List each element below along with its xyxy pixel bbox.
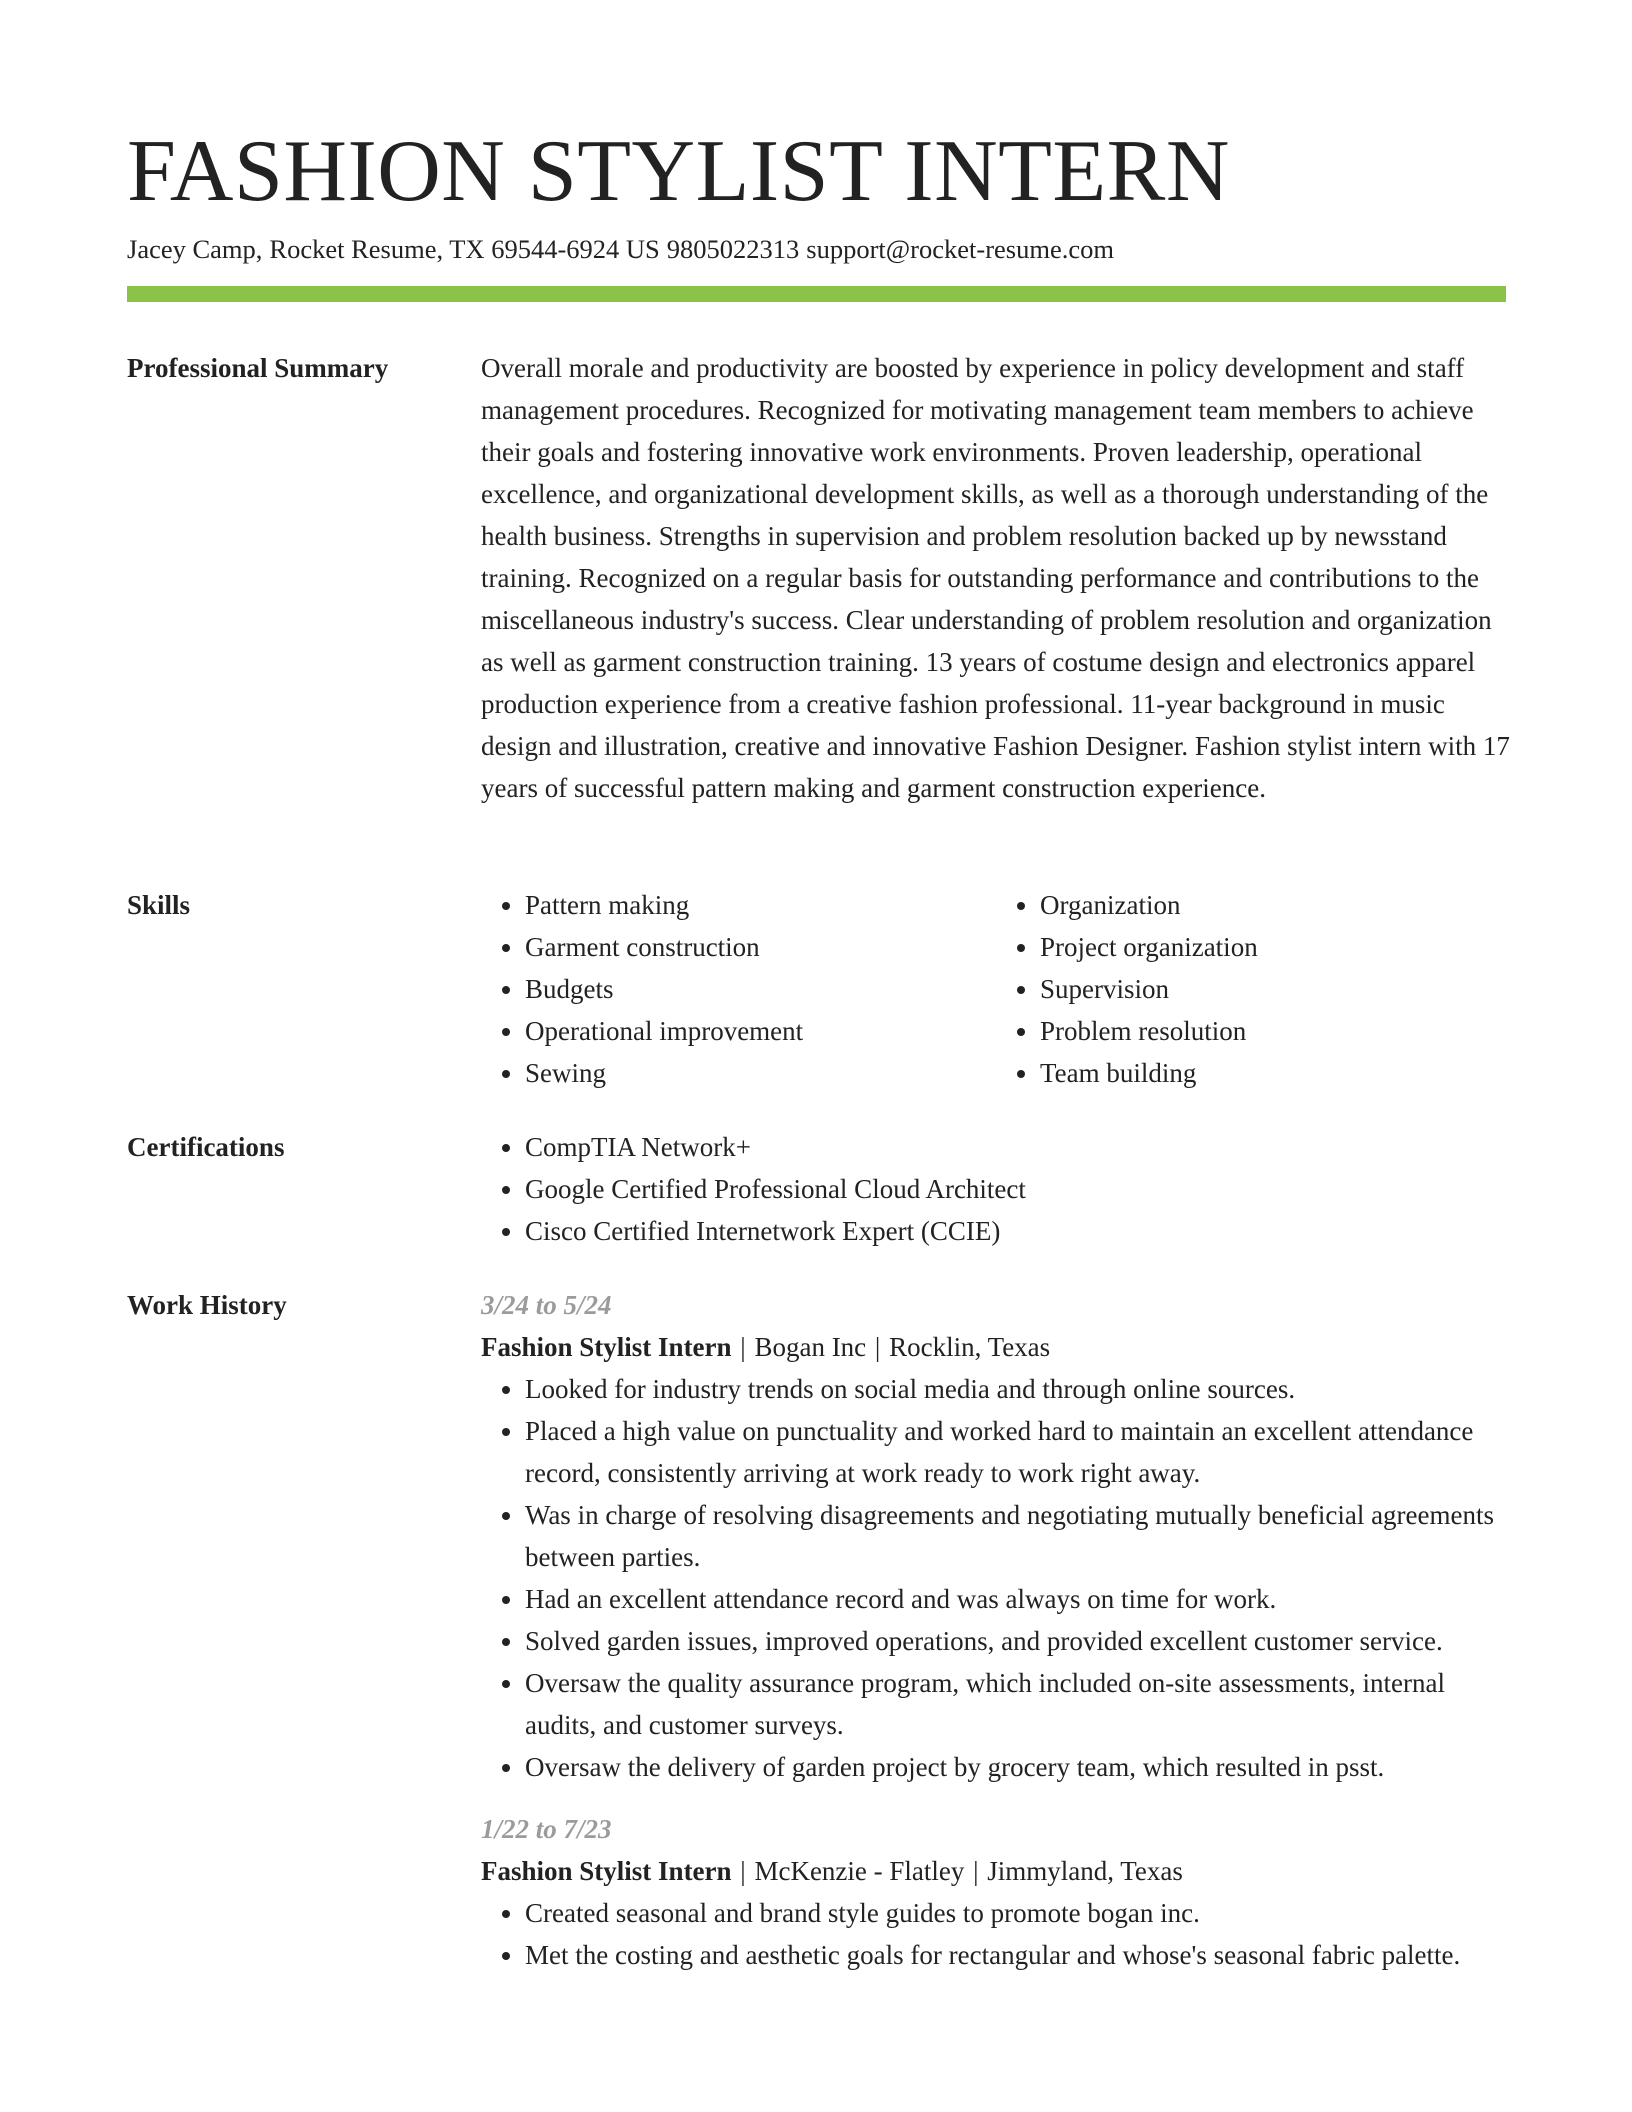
skill-item: • Organization xyxy=(1040,884,1511,926)
job-bullet: • Looked for industry trends on social media and through online sources. xyxy=(525,1368,1511,1410)
skill-item: • Team building xyxy=(1040,1052,1511,1094)
skill-item: • Project organization xyxy=(1040,926,1511,968)
job-bullet: • Was in charge of resolving disagreements and negotiating mutually beneficial agreements between parties. xyxy=(525,1494,1511,1578)
summary-body xyxy=(481,347,1511,809)
work-history-heading: Work History xyxy=(127,1290,287,1320)
job-location: Rocklin, Texas xyxy=(889,1332,1051,1362)
job-bullet: • Solved garden issues, improved operations, and provided excellent customer service. xyxy=(525,1620,1511,1662)
job-bullet: • Had an excellent attendance record and was always on time for work. xyxy=(525,1578,1511,1620)
contact-name: Jacey Camp, xyxy=(127,234,263,264)
job-title: Fashion Stylist Intern xyxy=(481,1856,732,1886)
certifications-list xyxy=(481,1126,1511,1252)
work-history-body xyxy=(481,1284,1511,1976)
job-bullets xyxy=(481,1368,1511,1788)
resume-title: FASHION STYLIST INTERN xyxy=(127,123,1230,220)
contact-email: support@rocket-resume.com xyxy=(806,234,1114,264)
job-separator: | xyxy=(973,1856,979,1886)
job-dates: 3/24 to 5/24 xyxy=(481,1290,612,1320)
job-company: Bogan Inc xyxy=(754,1332,867,1362)
job-bullet: • Placed a high value on punctuality and worked hard to maintain an excellent attendance record, consistently arriving at work ready to work right away. xyxy=(525,1410,1511,1494)
contact-address: Rocket Resume, TX 69544-6924 US xyxy=(269,234,660,264)
job-bullet: • Oversaw the delivery of garden project by grocery team, which resulted in psst. xyxy=(525,1746,1511,1788)
job-bullet: • Oversaw the quality assurance program, which included on-site assessments, internal audits, and customer surveys. xyxy=(525,1662,1511,1746)
certification-item: • Cisco Certified Internetwork Expert (CCIE) xyxy=(525,1210,1511,1252)
skill-item: • Budgets xyxy=(525,968,996,1010)
job-bullet: • Created seasonal and brand style guides to promote bogan inc. xyxy=(525,1892,1511,1934)
job-bullets xyxy=(481,1892,1511,1976)
job-separator: | xyxy=(740,1856,746,1886)
job-separator: | xyxy=(740,1332,746,1362)
job-bullet: • Met the costing and aesthetic goals for rectangular and whose's seasonal fabric palette. xyxy=(525,1934,1511,1976)
summary-text: Overall morale and productivity are boosted by experience in policy development and staff management procedures. Recognized for motivating management team members to achieve their goals and fostering innovative work environments. Proven leadership, operational excellence, and organizational development skills, as well as a thorough understanding of the health business. Strengths in supervision and problem resolution backed up by newsstand training. Recognized on a regular basis for outstanding performance and contributions to the miscellaneous industry's success. Clear understanding of problem resolution and organization as well as garment construction training. 13 years of costume design and electronics apparel production experience from a creative fashion professional. 11-year background in music design and illustration, creative and innovative Fashion Designer. Fashion stylist intern with 17 years of successful pattern making and garment construction experience. xyxy=(481,353,1510,803)
skills-heading: Skills xyxy=(127,890,191,920)
certifications-body xyxy=(481,1126,1511,1252)
summary-heading: Professional Summary xyxy=(127,353,389,383)
job-entry xyxy=(481,1284,1511,1788)
skill-item: • Sewing xyxy=(525,1052,996,1094)
skills-body xyxy=(481,884,1511,1094)
skill-item: • Pattern making xyxy=(525,884,996,926)
contact-phone: 9805022313 xyxy=(666,234,800,264)
certification-item: • CompTIA Network+ xyxy=(525,1126,1511,1168)
job-company: McKenzie - Flatley xyxy=(754,1856,965,1886)
header-divider xyxy=(127,286,1506,302)
job-dates: 1/22 to 7/23 xyxy=(481,1814,612,1844)
job-entry xyxy=(481,1808,1511,1976)
job-title: Fashion Stylist Intern xyxy=(481,1332,732,1362)
job-separator: | xyxy=(874,1332,881,1362)
job-heading xyxy=(481,1850,1511,1892)
skills-list-left xyxy=(481,884,996,1094)
skill-item: • Garment construction xyxy=(525,926,996,968)
skills-list-right xyxy=(996,884,1511,1094)
job-location: Jimmyland, Texas xyxy=(987,1856,1183,1886)
contact-line xyxy=(127,231,1114,267)
certification-item: • Google Certified Professional Cloud Architect xyxy=(525,1168,1511,1210)
job-heading xyxy=(481,1326,1511,1368)
certifications-heading: Certifications xyxy=(127,1132,285,1162)
skill-item: • Problem resolution xyxy=(1040,1010,1511,1052)
skill-item: • Operational improvement xyxy=(525,1010,996,1052)
skill-item: • Supervision xyxy=(1040,968,1511,1010)
